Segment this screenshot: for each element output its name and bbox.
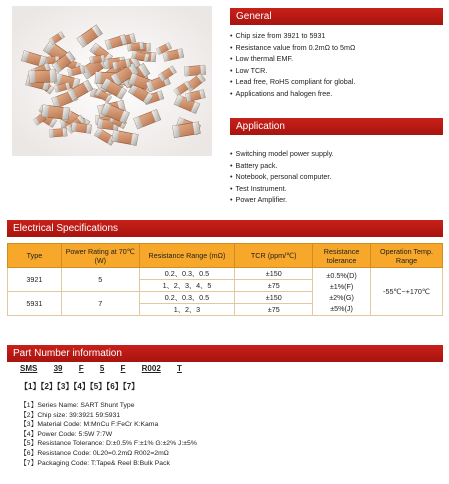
- desc-line: 【6】Resistance Code: 0L20=0.2mΩ R002=2mΩ: [20, 449, 169, 457]
- tolerance-value: ±0.5%(D): [326, 270, 357, 280]
- cell-range: 0.2、0.3、0.5: [139, 268, 235, 280]
- table-row: [8, 268, 443, 280]
- electrical-heading: Electrical Specifications: [7, 220, 443, 237]
- cell-range: 0.2、0.3、0.5: [139, 292, 235, 304]
- cell-type: 3921: [8, 268, 62, 292]
- cell-power: 5: [61, 268, 139, 292]
- header-temp: Operation Temp. Range: [371, 244, 443, 268]
- part-number-indices: 【1】【2】【3】【4】【5】【6】【7】: [20, 382, 140, 391]
- cell-tcr: ±150: [235, 292, 313, 304]
- cell-power: 7: [61, 292, 139, 316]
- part-number-example: [20, 364, 196, 373]
- cell-range: 1、2、3、4、5: [139, 280, 235, 292]
- tolerance-value: ±1%(F): [329, 281, 354, 291]
- desc-line: 【4】Power Code: 5:5W 7:7W: [20, 430, 113, 438]
- general-list: [230, 30, 355, 99]
- list-item: • Low thermal EMF.: [230, 53, 355, 65]
- desc-line: 【1】Series Name: SART Shunt Type: [20, 402, 135, 409]
- table-header-row: [8, 244, 443, 268]
- header-power: Power Rating at 70℃(W): [61, 244, 139, 268]
- pn-code: T: [177, 364, 182, 373]
- list-item: • Power Amplifier.: [230, 194, 334, 206]
- list-item: • Test Instrument.: [230, 183, 334, 195]
- part-number-descriptions: [20, 401, 197, 468]
- pn-code: 39: [53, 364, 63, 373]
- part-number-heading: Part Number information: [7, 345, 443, 362]
- pn-code: SMS: [20, 364, 38, 373]
- desc-line: 【7】Packaging Code: T:Tape& Reel B:Bulk Pack: [20, 459, 170, 467]
- desc-line: 【3】Material Code: M:MnCu F:FeCr K:Kama: [20, 421, 159, 429]
- list-item: • Low TCR.: [230, 65, 355, 77]
- list-item: • Notebook, personal computer.: [230, 171, 334, 183]
- electrical-spec-table: [7, 243, 443, 316]
- application-heading: Application: [230, 118, 443, 135]
- cell-tcr: ±75: [235, 280, 313, 292]
- pn-code: F: [78, 364, 84, 373]
- cell-type: 5931: [8, 292, 62, 316]
- header-type: Type: [8, 244, 62, 268]
- pn-code: F: [120, 364, 126, 373]
- product-photo: [12, 6, 212, 156]
- application-list: [230, 148, 334, 206]
- cell-temp-range: -55℃~+170℃: [371, 268, 443, 316]
- pn-code: R002: [141, 364, 161, 373]
- tolerance-value: ±2%(G): [329, 292, 354, 302]
- list-item: • Resistance value from 0.2mΩ to 5mΩ: [230, 42, 355, 54]
- cell-range: 1、2、3: [139, 304, 235, 316]
- desc-line: 【5】Resistance Tolerance: D:±0.5% F:±1% G:±2% J:±5%: [20, 440, 197, 448]
- general-heading: General: [230, 8, 443, 25]
- header-tolerance: Resistance tolerance: [313, 244, 371, 268]
- list-item: • Battery pack.: [230, 160, 334, 172]
- cell-tcr: ±75: [235, 304, 313, 316]
- header-range: Resistance Range (mΩ): [139, 244, 235, 268]
- list-item: • Lead free, RoHS compliant for global.: [230, 76, 355, 88]
- cell-tolerance: [313, 268, 371, 316]
- list-item: • Chip size from 3921 to 5931: [230, 30, 355, 42]
- desc-line: 【2】Chip size: 39:3921 59:5931: [20, 411, 121, 419]
- list-item: • Applications and halogen free.: [230, 88, 355, 100]
- header-tcr: TCR (ppm/℃): [235, 244, 313, 268]
- list-item: • Switching model power supply.: [230, 148, 334, 160]
- tolerance-value: ±5%(J): [330, 303, 353, 313]
- cell-tcr: ±150: [235, 268, 313, 280]
- pn-code: 5: [99, 364, 105, 373]
